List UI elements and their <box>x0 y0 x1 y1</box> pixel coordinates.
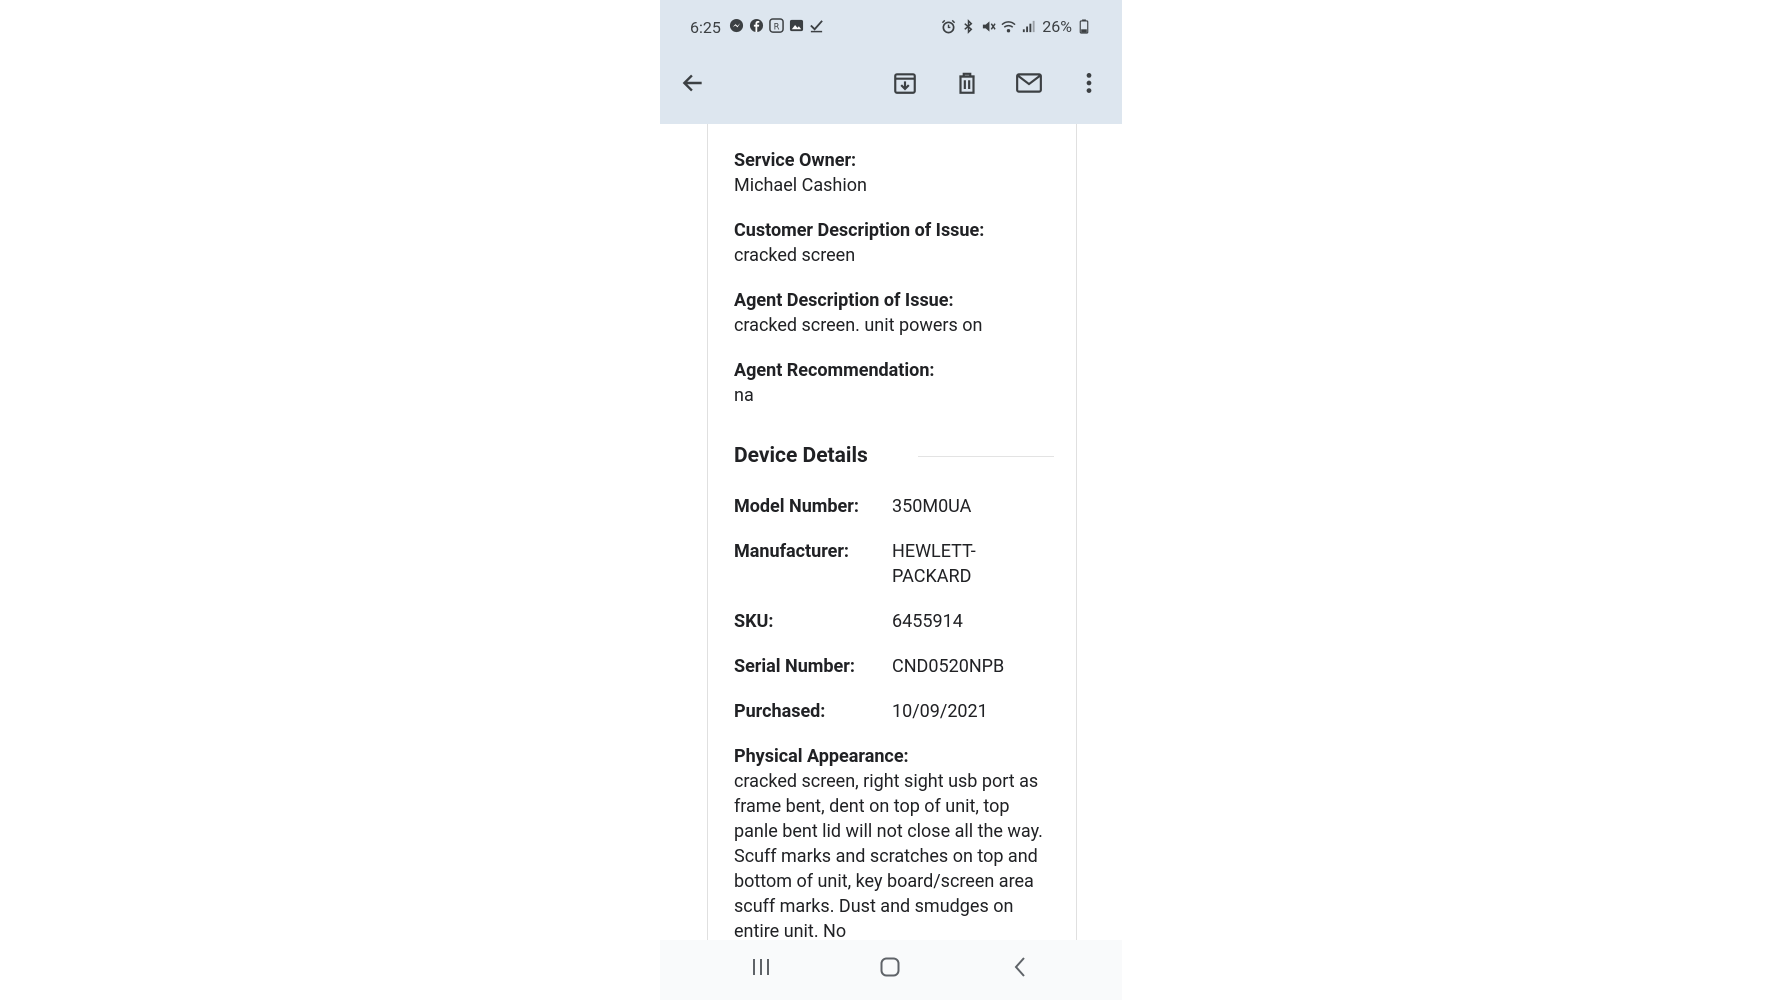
status-time: 6:25 <box>690 18 721 37</box>
physical-appearance-value: cracked screen, right sight usb port as frame bent, dent on top of unit, top panle bent lid will not close all the way. Scuff marks and scratches on top and bottom of unit, key board/screen area scuff marks. Dust and smudges on entire unit. No <box>734 771 1043 940</box>
detail-row-sku <box>734 609 1054 634</box>
device-details-title: Device Details <box>734 444 868 468</box>
detail-label: Purchased: <box>734 701 826 722</box>
phone-screen <box>660 0 1122 1000</box>
detail-label: Manufacturer: <box>734 541 849 562</box>
customer-issue-label: Customer Description of Issue: <box>734 220 985 241</box>
facebook-icon <box>748 17 764 33</box>
gallery-icon <box>788 17 804 33</box>
customer-issue-block <box>734 218 1054 268</box>
detail-value: 350M0UA <box>892 496 972 517</box>
email-body <box>707 124 1077 940</box>
system-back-button[interactable] <box>1000 954 1040 984</box>
section-divider <box>918 456 1054 457</box>
more-options-button[interactable] <box>1070 66 1108 104</box>
back-button[interactable] <box>674 66 712 104</box>
delete-button[interactable] <box>948 66 986 104</box>
home-button[interactable] <box>870 954 910 984</box>
detail-value: CND0520NPB <box>892 656 1005 677</box>
physical-appearance-label: Physical Appearance: <box>734 746 909 767</box>
mark-unread-icon <box>1015 70 1043 100</box>
more-vert-icon <box>1084 70 1094 100</box>
device-details-header <box>734 442 1054 470</box>
system-icons <box>940 17 1092 36</box>
detail-value: 10/09/2021 <box>892 701 988 722</box>
app-notification-icon <box>768 17 784 33</box>
notification-icons <box>728 17 824 33</box>
wifi-icon <box>1000 19 1016 35</box>
agent-recommendation-label: Agent Recommendation: <box>734 360 935 381</box>
agent-recommendation-value: na <box>734 385 754 406</box>
status-bar <box>660 0 1122 54</box>
check-icon <box>808 17 824 33</box>
detail-label: Model Number: <box>734 496 859 517</box>
alarm-icon <box>940 19 956 35</box>
agent-issue-value: cracked screen. unit powers on <box>734 315 983 336</box>
battery-percent: 26% <box>1042 17 1072 36</box>
home-icon <box>878 955 902 983</box>
agent-recommendation-block <box>734 358 1054 408</box>
email-toolbar <box>660 60 1122 110</box>
physical-appearance-block <box>734 744 1054 940</box>
messenger-icon <box>728 17 744 33</box>
service-owner-label: Service Owner: <box>734 150 857 171</box>
back-arrow-icon <box>680 70 706 100</box>
delete-icon <box>954 70 980 100</box>
service-owner-value: Michael Cashion <box>734 175 867 196</box>
archive-button[interactable] <box>886 66 924 104</box>
mute-icon <box>980 19 996 35</box>
app-header <box>660 0 1122 124</box>
back-icon <box>1010 955 1030 983</box>
bluetooth-icon <box>960 19 976 35</box>
email-content <box>734 148 1054 940</box>
detail-value: HEWLETT-PACKARD <box>892 541 976 587</box>
service-owner-block <box>734 148 1054 198</box>
detail-label: SKU: <box>734 611 774 632</box>
recents-icon <box>749 956 773 982</box>
detail-row-serial-number <box>734 654 1054 679</box>
system-nav-bar <box>660 940 1122 1000</box>
detail-row-manufacturer <box>734 539 1054 589</box>
recents-button[interactable] <box>741 954 781 984</box>
agent-issue-label: Agent Description of Issue: <box>734 290 954 311</box>
archive-icon <box>892 70 918 100</box>
agent-issue-block <box>734 288 1054 338</box>
detail-value: 6455914 <box>892 611 963 632</box>
mark-unread-button[interactable] <box>1010 66 1048 104</box>
detail-row-purchased <box>734 699 1054 724</box>
svg-text:R: R <box>773 20 779 31</box>
battery-icon <box>1076 19 1092 35</box>
signal-icon <box>1020 19 1036 35</box>
detail-label: Serial Number: <box>734 656 855 677</box>
detail-row-model-number <box>734 494 1054 519</box>
customer-issue-value: cracked screen <box>734 245 856 266</box>
